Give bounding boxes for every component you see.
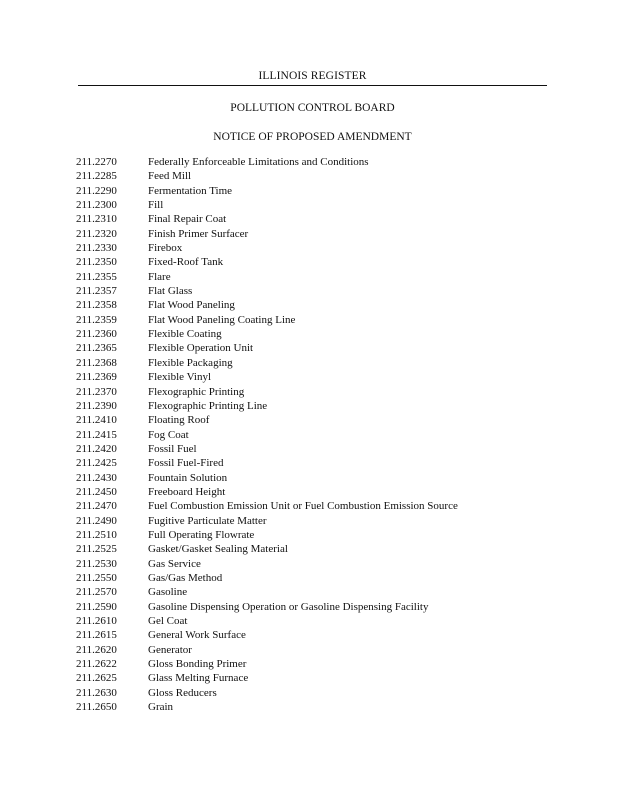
section-number: 211.2390 bbox=[76, 399, 117, 412]
section-title: Gasoline Dispensing Operation or Gasoline Dispensing Facility bbox=[148, 600, 429, 613]
section-title: Flat Glass bbox=[148, 285, 193, 298]
section-number: 211.2570 bbox=[76, 586, 117, 599]
section-number: 211.2450 bbox=[76, 485, 117, 498]
section-number: 211.2590 bbox=[76, 600, 117, 613]
agency-name: POLLUTION CONTROL BOARD bbox=[230, 102, 395, 114]
register-title: ILLINOIS REGISTER bbox=[258, 70, 367, 82]
section-row bbox=[76, 657, 576, 671]
section-title: Fixed-Roof Tank bbox=[148, 256, 224, 269]
section-row bbox=[76, 499, 576, 513]
section-row bbox=[76, 327, 576, 341]
section-title: Fog Coat bbox=[148, 428, 189, 441]
section-row bbox=[76, 686, 576, 700]
section-number: 211.2630 bbox=[76, 686, 117, 699]
section-number: 211.2625 bbox=[76, 672, 117, 685]
section-title: Generator bbox=[148, 643, 192, 656]
section-number: 211.2300 bbox=[76, 199, 117, 212]
section-row bbox=[76, 198, 576, 212]
section-number: 211.2310 bbox=[76, 213, 117, 226]
section-number: 211.2622 bbox=[76, 658, 117, 671]
section-row bbox=[76, 600, 576, 614]
section-number: 211.2359 bbox=[76, 313, 117, 326]
section-title: Gel Coat bbox=[148, 615, 188, 627]
section-row bbox=[76, 399, 576, 413]
section-row bbox=[76, 456, 576, 470]
section-row bbox=[76, 385, 576, 399]
section-number: 211.2510 bbox=[76, 528, 117, 541]
section-title: Feed Mill bbox=[148, 170, 192, 183]
section-title: Federally Enforceable Limitations and Conditions bbox=[148, 156, 369, 168]
section-row bbox=[76, 255, 576, 269]
section-row bbox=[76, 227, 576, 241]
section-row bbox=[76, 298, 576, 312]
section-number: 211.2610 bbox=[76, 615, 117, 627]
section-row bbox=[76, 571, 576, 585]
section-title: Freeboard Height bbox=[148, 485, 226, 498]
section-row bbox=[76, 700, 576, 714]
section-title: Flare bbox=[148, 270, 171, 283]
section-number: 211.2355 bbox=[76, 270, 117, 283]
section-title: Flexible Operation Unit bbox=[148, 342, 254, 355]
section-list bbox=[76, 155, 576, 714]
section-title: Finish Primer Surfacer bbox=[148, 227, 249, 240]
section-row bbox=[76, 557, 576, 571]
section-title: Gas Service bbox=[148, 557, 201, 570]
section-row bbox=[76, 471, 576, 485]
section-title: Flexible Vinyl bbox=[148, 371, 211, 384]
section-number: 211.2285 bbox=[76, 170, 117, 183]
section-row bbox=[76, 614, 576, 628]
section-row bbox=[76, 370, 576, 384]
section-number: 211.2320 bbox=[76, 227, 117, 240]
section-title: Full Operating Flowrate bbox=[148, 528, 255, 541]
section-title: Flat Wood Paneling Coating Line bbox=[148, 313, 296, 326]
section-title: Glass Melting Furnace bbox=[148, 672, 249, 685]
section-title: Flexographic Printing bbox=[148, 385, 245, 398]
header-rule bbox=[78, 85, 547, 86]
section-number: 211.2525 bbox=[76, 543, 117, 556]
section-number: 211.2470 bbox=[76, 500, 117, 513]
section-number: 211.2330 bbox=[76, 242, 117, 255]
section-title: Flat Wood Paneling bbox=[148, 299, 235, 312]
section-number: 211.2369 bbox=[76, 371, 117, 384]
section-number: 211.2365 bbox=[76, 342, 117, 355]
section-row bbox=[76, 241, 576, 255]
section-number: 211.2425 bbox=[76, 457, 117, 470]
section-number: 211.2350 bbox=[76, 256, 117, 269]
section-title: Floating Roof bbox=[148, 414, 210, 427]
section-title: Flexographic Printing Line bbox=[148, 399, 268, 412]
section-number: 211.2270 bbox=[76, 156, 117, 168]
section-title: Fountain Solution bbox=[148, 471, 228, 484]
section-row bbox=[76, 169, 576, 183]
section-row bbox=[76, 442, 576, 456]
section-title: Final Repair Coat bbox=[148, 213, 227, 226]
section-number: 211.2490 bbox=[76, 514, 117, 527]
section-row bbox=[76, 356, 576, 370]
section-row bbox=[76, 284, 576, 298]
notice-heading: NOTICE OF PROPOSED AMENDMENT bbox=[213, 131, 412, 143]
section-title: Flexible Packaging bbox=[148, 356, 233, 369]
section-title: Gloss Bonding Primer bbox=[148, 658, 247, 671]
section-number: 211.2650 bbox=[76, 701, 117, 714]
section-number: 211.2360 bbox=[76, 328, 117, 341]
section-title: Gloss Reducers bbox=[148, 686, 217, 699]
section-title: Gasoline bbox=[148, 586, 188, 599]
section-number: 211.2430 bbox=[76, 471, 117, 484]
section-row bbox=[76, 428, 576, 442]
section-number: 211.2357 bbox=[76, 285, 117, 298]
section-title: Flexible Coating bbox=[148, 328, 222, 341]
section-row bbox=[76, 671, 576, 685]
section-title: General Work Surface bbox=[148, 629, 246, 642]
section-row bbox=[76, 485, 576, 499]
section-title: Fermentation Time bbox=[148, 184, 233, 197]
section-row bbox=[76, 643, 576, 657]
section-title: Grain bbox=[148, 701, 174, 714]
section-number: 211.2620 bbox=[76, 643, 117, 656]
section-number: 211.2290 bbox=[76, 184, 117, 197]
section-title: Gasket/Gasket Sealing Material bbox=[148, 543, 288, 556]
section-row bbox=[76, 184, 576, 198]
section-row bbox=[76, 542, 576, 556]
section-number: 211.2415 bbox=[76, 428, 117, 441]
section-row bbox=[76, 155, 576, 169]
section-row bbox=[76, 528, 576, 542]
section-row bbox=[76, 212, 576, 226]
section-row bbox=[76, 514, 576, 528]
section-title: Fossil Fuel-Fired bbox=[148, 457, 224, 470]
section-number: 211.2358 bbox=[76, 299, 117, 312]
section-number: 211.2368 bbox=[76, 356, 117, 369]
section-title: Fugitive Particulate Matter bbox=[148, 514, 267, 527]
section-row bbox=[76, 341, 576, 355]
section-number: 211.2550 bbox=[76, 571, 117, 584]
section-title: Fuel Combustion Emission Unit or Fuel Combustion Emission Source bbox=[148, 500, 458, 513]
section-row bbox=[76, 270, 576, 284]
section-number: 211.2615 bbox=[76, 629, 117, 642]
section-title: Gas/Gas Method bbox=[148, 571, 223, 584]
section-row bbox=[76, 313, 576, 327]
section-title: Fossil Fuel bbox=[148, 442, 197, 455]
section-row bbox=[76, 585, 576, 599]
section-number: 211.2530 bbox=[76, 557, 117, 570]
section-row bbox=[76, 413, 576, 427]
section-title: Fill bbox=[148, 199, 164, 212]
section-number: 211.2370 bbox=[76, 385, 117, 398]
section-title: Firebox bbox=[148, 242, 183, 255]
section-number: 211.2420 bbox=[76, 442, 117, 455]
section-row bbox=[76, 628, 576, 642]
section-number: 211.2410 bbox=[76, 414, 117, 427]
